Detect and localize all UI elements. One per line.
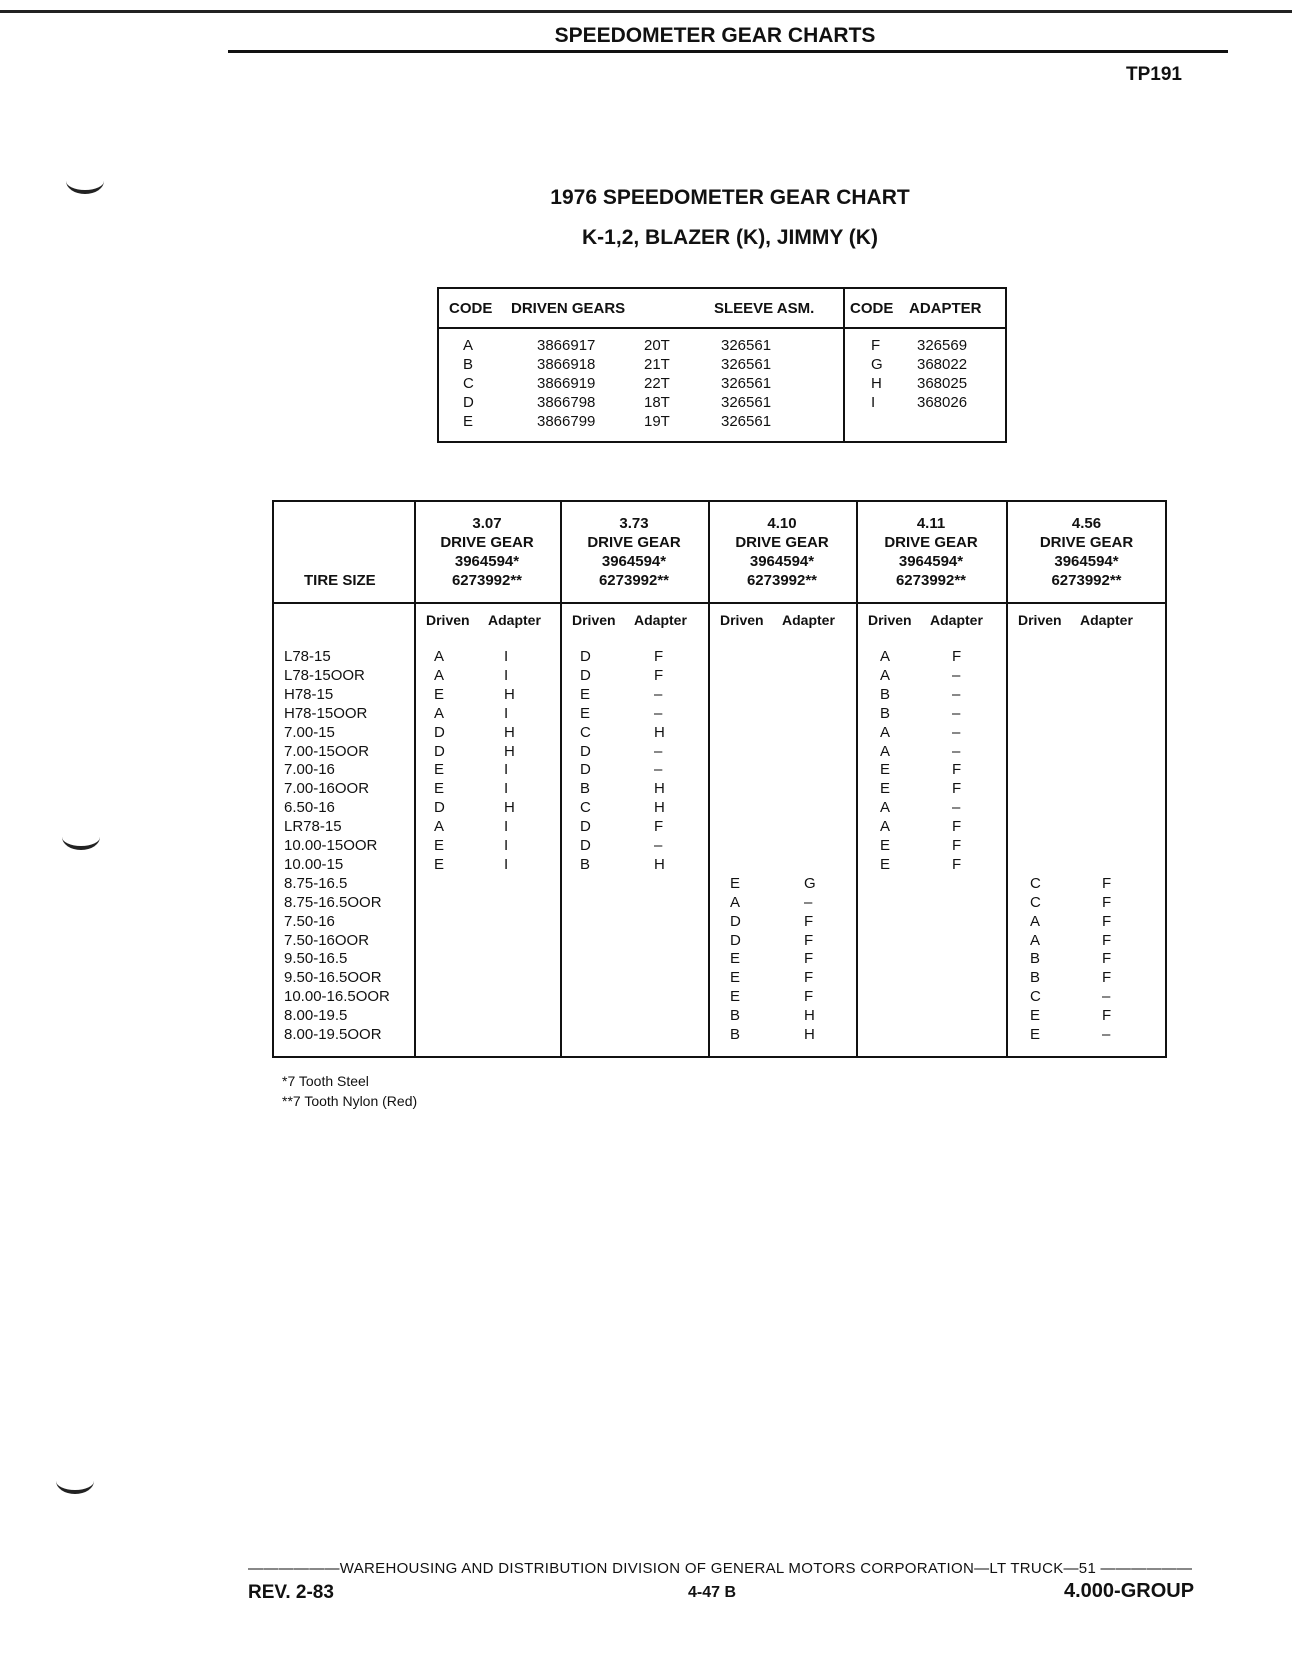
ratio-header-part2: 6273992** (895, 572, 967, 589)
adapter-code: F (1102, 893, 1112, 911)
adapter-code: G (871, 356, 883, 373)
binder-hole-mark (66, 168, 104, 194)
adapter-part: 368026 (917, 394, 968, 411)
adapter-code: F (804, 950, 814, 968)
adapter-code: F (804, 969, 814, 987)
driven-subheader: Driven (426, 612, 470, 628)
parts-header-sleeve: SLEEVE ASM. (714, 300, 815, 317)
adapter-code: F (952, 855, 962, 873)
driven-code: A (730, 893, 741, 911)
ratio-header-label: DRIVE GEAR (884, 534, 978, 551)
driven-code: E (434, 837, 445, 854)
adapter-code: – (804, 893, 813, 911)
adapter-code: – (952, 799, 961, 817)
driven-teeth: 18T (644, 394, 670, 411)
driven-code: D (434, 742, 445, 760)
driven-code: A (463, 337, 474, 354)
footer-division-line: ——————WAREHOUSING AND DISTRIBUTION DIVISION OF GENERAL MOTORS CORPORATION—LT TRUCK—51 —————— (248, 1560, 1193, 1577)
adapter-code: I (504, 780, 509, 798)
driven-code: B (1030, 969, 1041, 987)
ratio-header-ratio: 4.11 (916, 515, 946, 532)
adapter-code: F (952, 761, 962, 779)
parts-table (437, 287, 1007, 443)
ratio-header-label: DRIVE GEAR (440, 534, 534, 551)
driven-code: A (880, 723, 891, 741)
parts-header-adapter: ADAPTER (909, 300, 982, 317)
gear-header-rule (274, 602, 1165, 604)
ratio-header-part1: 3964594* (454, 553, 520, 570)
ratio-header-part1: 3964594* (898, 553, 964, 570)
driven-code: E (730, 874, 741, 892)
adapter-code: F (1102, 931, 1112, 949)
adapter-code: H (504, 742, 515, 760)
adapter-code: I (504, 761, 509, 779)
driven-code: C (580, 799, 591, 817)
driven-code: B (880, 685, 891, 703)
top-edge-rule (0, 10, 1292, 13)
adapter-subheader: Adapter (782, 612, 835, 628)
adapter-code: F (1102, 912, 1112, 930)
adapter-code: H (504, 799, 515, 817)
tire-size: 8.75-16.5OOR (284, 893, 382, 911)
driven-code: E (434, 780, 445, 798)
binder-hole-mark (56, 1468, 94, 1494)
ratio-header-label: DRIVE GEAR (735, 534, 829, 551)
tire-size: 8.00-19.5 (284, 1007, 348, 1025)
driven-code: B (580, 855, 591, 873)
adapter-code: F (871, 337, 881, 354)
tire-size: 9.50-16.5 (284, 950, 348, 968)
adapter-code: F (952, 648, 962, 665)
ratio-column-header (560, 514, 708, 590)
adapter-code: – (654, 704, 663, 722)
driven-code: D (434, 799, 445, 817)
group-number: 4.000-GROUP (1064, 1580, 1195, 1602)
footnote-steel: *7 Tooth Steel (282, 1073, 369, 1089)
adapter-code: H (804, 1026, 815, 1043)
driven-code: A (434, 648, 445, 665)
driven-teeth: 19T (644, 413, 670, 430)
ratio-header-part2: 6273992** (1051, 572, 1122, 589)
driven-code: E (1030, 1026, 1041, 1043)
adapter-subheader: Adapter (488, 612, 541, 628)
driven-subheader: Driven (1018, 612, 1062, 628)
revision: REV. 2-83 (248, 1582, 334, 1603)
driven-code: A (880, 799, 891, 817)
driven-code: C (1030, 874, 1041, 892)
adapter-subheader: Adapter (1080, 612, 1133, 628)
adapter-part: 368025 (917, 375, 968, 392)
adapter-code: – (1102, 1026, 1111, 1043)
chart-title: 1976 SPEEDOMETER GEAR CHART (550, 186, 910, 209)
tire-size: 8.75-16.5 (284, 874, 348, 892)
driven-part: 3866917 (537, 337, 596, 354)
adapter-code: H (804, 1007, 815, 1025)
adapter-subheader: Adapter (634, 612, 687, 628)
driven-part: 3866799 (537, 413, 596, 430)
tire-size: 10.00-16.5OOR (284, 988, 390, 1006)
driven-code: E (434, 685, 445, 703)
tire-size: 7.50-16 (284, 912, 335, 930)
chart-subtitle: K-1,2, BLAZER (K), JIMMY (K) (582, 226, 878, 249)
adapter-code: F (952, 780, 962, 798)
driven-code: E (880, 837, 891, 854)
adapter-part: 368022 (917, 356, 968, 373)
ratio-column-header (708, 514, 856, 590)
adapter-code: F (804, 912, 814, 930)
driven-code: E (730, 969, 741, 987)
gear-table (272, 500, 1167, 1058)
tire-size: L78-15OOR (284, 666, 365, 684)
adapter-code: F (804, 931, 814, 949)
adapter-code: I (504, 666, 509, 684)
driven-teeth: 21T (644, 356, 670, 373)
driven-code: A (434, 704, 445, 722)
driven-code: C (580, 723, 591, 741)
driven-code: E (434, 761, 445, 779)
ratio-header-ratio: 3.73 (619, 515, 649, 532)
tire-size: 10.00-15OOR (284, 837, 378, 854)
tire-size: LR78-15 (284, 818, 342, 836)
tire-size: 7.00-15 (284, 723, 335, 741)
driven-code: B (730, 1026, 741, 1043)
tire-size: 7.00-16OOR (284, 780, 370, 798)
driven-code: A (434, 818, 445, 836)
ratio-header-label: DRIVE GEAR (1039, 534, 1134, 551)
driven-code: D (730, 912, 741, 930)
driven-code: D (580, 742, 591, 760)
ratio-header-part2: 6273992** (746, 572, 818, 589)
adapter-code: F (654, 666, 664, 684)
driven-code: E (434, 855, 445, 873)
driven-code: B (1030, 950, 1041, 968)
footnotes (282, 1071, 417, 1111)
driven-code: A (880, 818, 891, 836)
driven-code: A (880, 666, 891, 684)
driven-code: E (580, 704, 591, 722)
adapter-code: – (952, 666, 961, 684)
adapter-code: – (952, 685, 961, 703)
adapter-code: F (804, 988, 814, 1006)
adapter-code: F (952, 837, 962, 854)
driven-teeth: 22T (644, 375, 670, 392)
binder-hole-mark (62, 824, 100, 850)
ratio-header-part2: 6273992** (598, 572, 670, 589)
tire-size: 7.00-16 (284, 761, 335, 779)
adapter-code: F (1102, 969, 1112, 987)
sleeve-part: 326561 (721, 394, 772, 411)
driven-code: A (434, 666, 445, 684)
adapter-code: H (654, 855, 665, 873)
driven-code: B (880, 704, 891, 722)
sleeve-part: 326561 (721, 413, 772, 430)
driven-subheader: Driven (572, 612, 616, 628)
driven-code: E (730, 950, 741, 968)
tire-size: 10.00-15 (284, 855, 344, 873)
adapter-code: F (654, 648, 664, 665)
adapter-code: – (654, 837, 663, 854)
adapter-code: – (952, 723, 961, 741)
tire-size: H78-15 (284, 685, 334, 703)
driven-code: E (580, 685, 591, 703)
driven-code: B (730, 1007, 741, 1025)
adapter-code: I (504, 855, 509, 873)
header-rule (228, 50, 1228, 53)
driven-code: D (580, 666, 591, 684)
ratio-header-part1: 3964594* (601, 553, 667, 570)
adapter-code: H (504, 723, 515, 741)
tire-size-header: TIRE SIZE (304, 572, 376, 589)
ratio-header-ratio: 3.07 (472, 515, 502, 532)
adapter-code: I (504, 704, 509, 722)
adapter-code: – (952, 742, 961, 760)
tire-size: 7.00-15OOR (284, 742, 370, 760)
driven-code: A (880, 648, 891, 665)
tire-size: 8.00-19.5OOR (284, 1026, 382, 1043)
ratio-column-header (414, 514, 560, 590)
driven-code: B (580, 780, 591, 798)
tire-size: H78-15OOR (284, 704, 368, 722)
adapter-code: F (1102, 874, 1112, 892)
ratio-header-part1: 3964594* (1054, 553, 1119, 570)
driven-code: D (463, 394, 474, 411)
adapter-code: H (871, 375, 882, 392)
parts-header-rule (439, 327, 1005, 329)
tire-size: 6.50-16 (284, 799, 335, 817)
adapter-code: H (654, 780, 665, 798)
adapter-code: – (654, 761, 663, 779)
driven-code: D (434, 723, 445, 741)
ratio-header-part1: 3964594* (749, 553, 815, 570)
sleeve-part: 326561 (721, 356, 772, 373)
adapter-code: – (654, 742, 663, 760)
adapter-subheader: Adapter (930, 612, 983, 628)
adapter-code: F (952, 818, 962, 836)
adapter-code: F (1102, 950, 1112, 968)
adapter-code: – (952, 704, 961, 722)
driven-code: A (1030, 912, 1041, 930)
adapter-code: H (504, 685, 515, 703)
ratio-header-ratio: 4.56 (1071, 515, 1102, 532)
driven-code: D (580, 818, 591, 836)
driven-code: B (463, 356, 474, 373)
driven-code: E (880, 855, 891, 873)
driven-code: D (580, 648, 591, 665)
driven-code: C (1030, 893, 1041, 911)
driven-code: E (1030, 1007, 1041, 1025)
tire-size: L78-15 (284, 648, 331, 665)
tire-size: 7.50-16OOR (284, 931, 370, 949)
driven-code: C (463, 375, 474, 392)
driven-code: E (880, 780, 891, 798)
tire-size: 9.50-16.5OOR (284, 969, 382, 987)
parts-header-code: CODE (449, 300, 493, 317)
driven-code: D (580, 761, 591, 779)
adapter-code: F (1102, 1007, 1112, 1025)
ratio-header-label: DRIVE GEAR (587, 534, 681, 551)
parts-divider (843, 289, 845, 441)
adapter-code: I (504, 818, 509, 836)
driven-teeth: 20T (644, 337, 670, 354)
driven-subheader: Driven (720, 612, 764, 628)
adapter-code: G (804, 874, 816, 892)
driven-code: E (880, 761, 891, 779)
driven-part: 3866918 (537, 356, 596, 373)
adapter-code: – (654, 685, 663, 703)
adapter-code: H (654, 723, 665, 741)
driven-part: 3866798 (537, 394, 596, 411)
page-header-title: SPEEDOMETER GEAR CHARTS (554, 24, 876, 47)
driven-subheader: Driven (868, 612, 912, 628)
adapter-code: I (871, 394, 876, 411)
driven-part: 3866919 (537, 375, 596, 392)
adapter-code: F (654, 818, 664, 836)
driven-code: E (730, 988, 741, 1006)
parts-header-driven-gears: DRIVEN GEARS (511, 300, 626, 317)
driven-code: E (463, 413, 474, 430)
adapter-code: H (654, 799, 665, 817)
sleeve-part: 326561 (721, 337, 772, 354)
ratio-header-ratio: 4.10 (767, 515, 797, 532)
page-number: 4-47 B (688, 1584, 737, 1601)
driven-code: C (1030, 988, 1041, 1006)
ratio-header-part2: 6273992** (451, 572, 523, 589)
adapter-code: I (504, 648, 509, 665)
driven-code: D (730, 931, 741, 949)
ratio-column-header (856, 514, 1006, 590)
driven-code: A (880, 742, 891, 760)
form-number: TP191 (1126, 64, 1182, 85)
adapter-code: – (1102, 988, 1111, 1006)
adapter-part: 326569 (917, 337, 968, 354)
driven-code: D (580, 837, 591, 854)
parts-header-code2: CODE (850, 300, 894, 317)
footnote-nylon: **7 Tooth Nylon (Red) (282, 1093, 418, 1109)
sleeve-part: 326561 (721, 375, 772, 392)
ratio-column-header (1006, 514, 1167, 590)
adapter-code: I (504, 837, 509, 854)
driven-code: A (1030, 931, 1041, 949)
